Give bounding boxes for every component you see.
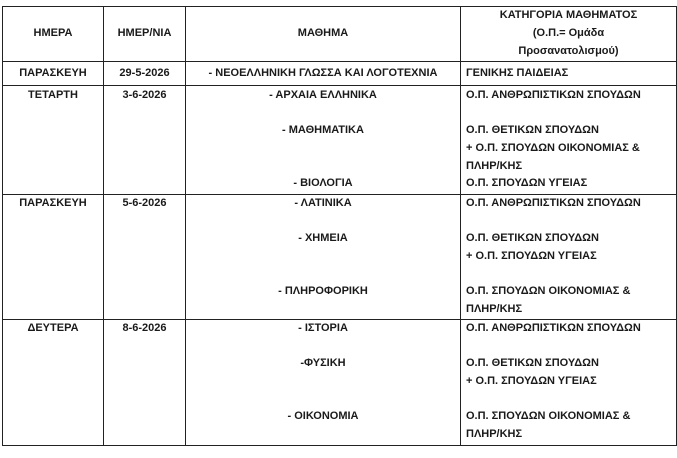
day-cell [3,320,104,446]
header-category [461,7,677,62]
subject-item: - ΧΗΜΕΙΑ [298,232,348,245]
date-cell [104,86,186,195]
day-cell: ΠΑΡΑΣΚΕΥΗ [3,62,104,86]
table-row [3,62,677,86]
date-text: 3-6-2026 [122,89,167,101]
category-line: Ο.Π. ΘΕΤΙΚΩΝ ΣΠΟΥΔΩΝ [466,357,599,370]
day-text: ΠΑΡΑΣΚΕΥΗ [19,197,87,209]
category-line: Ο.Π. ΣΠΟΥΔΩΝ ΥΓΕΙΑΣ [466,177,588,190]
category-line: + Ο.Π. ΣΠΟΥΔΩΝ ΥΓΕΙΑΣ [466,375,597,388]
header-category-line: Προσανατολισμού) [518,44,619,57]
subject-item: - ΑΡΧΑΙΑ ΕΛΛΗΝΙΚΑ [269,89,377,101]
subject-item: - ΜΑΘΗΜΑΤΙΚΑ [282,124,364,137]
header-subject: ΜΑΘΗΜΑ [186,7,461,62]
table-row [3,320,677,446]
date-text: 8-6-2026 [122,322,167,334]
category-line: Ο.Π. ΣΠΟΥΔΩΝ ΟΙΚΟΝΟΜΙΑΣ & [466,285,631,298]
subject-cell [186,86,461,195]
header-category-line: ΚΑΤΗΓΟΡΙΑ ΜΑΘΗΜΑΤΟΣ [499,9,638,22]
category-cell [461,320,677,446]
exam-schedule-table [2,6,677,446]
category-line: + Ο.Π. ΣΠΟΥΔΩΝ ΟΙΚΟΝΟΜΙΑΣ & [466,142,640,155]
category-line: + Ο.Π. ΣΠΟΥΔΩΝ ΥΓΕΙΑΣ [466,250,597,263]
day-text: ΔΕΥΤΕΡΑ [27,322,79,334]
category-line: Ο.Π. ΑΝΘΡΩΠΙΣΤΙΚΩΝ ΣΠΟΥΔΩΝ [466,197,641,209]
category-line: ΠΛΗΡ/ΚΗΣ [466,428,523,441]
category-line: Ο.Π. ΣΠΟΥΔΩΝ ΟΙΚΟΝΟΜΙΑΣ & [466,410,631,423]
category-cell [461,86,677,195]
subject-item: -ΦΥΣΙΚΗ [300,357,346,370]
subject-cell [186,195,461,320]
subject-cell [186,320,461,446]
subject-item: - ΠΛΗΡΟΦΟΡΙΚΗ [278,285,368,298]
category-line: Ο.Π. ΘΕΤΙΚΩΝ ΣΠΟΥΔΩΝ [466,232,599,245]
day-cell [3,86,104,195]
category-cell: ΓΕΝΙΚΗΣ ΠΑΙΔΕΙΑΣ [461,62,677,86]
category-line: ΠΛΗΡ/ΚΗΣ [466,159,523,172]
header-category-line: (Ο.Π.= Ομάδα [532,27,605,40]
date-cell [104,195,186,320]
header-date: ΗΜΕΡ/ΝΙΑ [104,7,186,62]
day-cell [3,195,104,320]
category-cell [461,195,677,320]
subject-item: - ΙΣΤΟΡΙΑ [298,322,348,334]
subject-item: - ΒΙΟΛΟΓΙΑ [293,177,353,190]
header-day: ΗΜΕΡΑ [3,7,104,62]
subject-item: - ΛΑΤΙΝΙΚΑ [294,197,352,209]
day-text: ΤΕΤΑΡΤΗ [28,89,78,101]
category-line: Ο.Π. ΘΕΤΙΚΩΝ ΣΠΟΥΔΩΝ [466,124,599,137]
date-text: 5-6-2026 [122,197,167,209]
category-line: Ο.Π. ΑΝΘΡΩΠΙΣΤΙΚΩΝ ΣΠΟΥΔΩΝ [466,322,641,334]
subject-cell: - ΝΕΟΕΛΛΗΝΙΚΗ ΓΛΩΣΣΑ ΚΑΙ ΛΟΓΟΤΕΧΝΙΑ [186,62,461,86]
subject-item: - ΟΙΚΟΝΟΜΙΑ [287,410,359,423]
date-cell: 29-5-2026 [104,62,186,86]
category-line: ΠΛΗΡ/ΚΗΣ [466,303,523,316]
header-row [3,7,677,62]
category-line: Ο.Π. ΑΝΘΡΩΠΙΣΤΙΚΩΝ ΣΠΟΥΔΩΝ [466,89,641,101]
table-row [3,86,677,195]
date-cell [104,320,186,446]
table-row [3,195,677,320]
